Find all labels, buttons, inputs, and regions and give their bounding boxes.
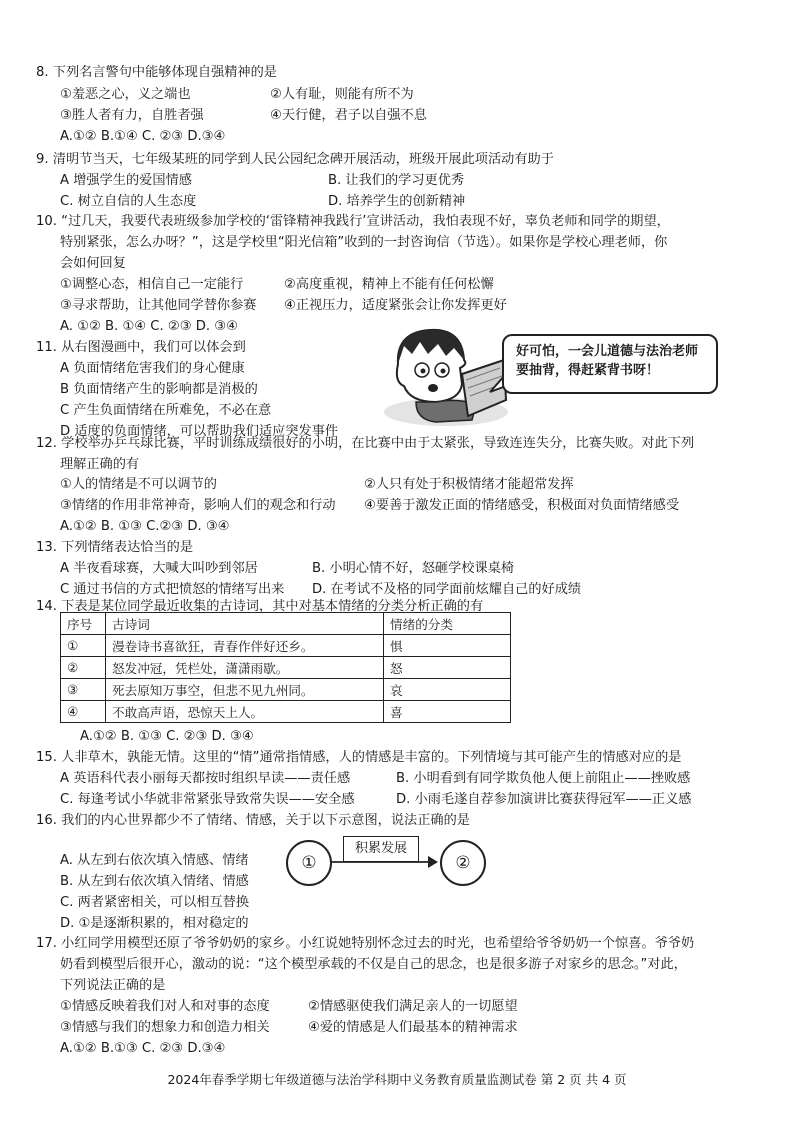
q11-stem: 11. 从右图漫画中，我们可以体会到 <box>36 340 246 355</box>
q9-stem: 9. 清明节当天，七年级某班的同学到人民公园纪念碑开展活动，班级开展此项活动有助于 <box>36 152 554 167</box>
table-cell: 怒发冲冠，凭栏处，潇潇雨歇。 <box>106 657 384 679</box>
q9-choice-a: A 增强学生的爱国情感 <box>60 173 192 188</box>
q12-option-1: ①人的情绪是不可以调节的 <box>60 477 217 492</box>
table-row <box>61 701 511 723</box>
table-header-row <box>61 613 511 635</box>
q17-line-1: 17. 小红同学用模型还原了爷爷奶奶的家乡。小红说她特别怀念过去的时光，也希望给爷爷奶奶一个惊喜。爷爷奶 <box>36 936 695 951</box>
q13-choice-a: A 半夜看球赛，大喊大叫吵到邻居 <box>60 561 258 576</box>
table-cell: 漫卷诗书喜欲狂，青春作伴好还乡。 <box>106 635 384 657</box>
q16-choice-a: A. 从左到右依次填入情感、情绪 <box>60 853 249 868</box>
q13-stem: 13. 下列情绪表达恰当的是 <box>36 540 194 555</box>
q11-choice-d: D 适度的负面情绪，可以帮助我们适应突发事件 <box>60 424 339 439</box>
q14-choices: A.①② B. ①③ C. ②③ D. ③④ <box>80 729 254 744</box>
q10-option-1: ①调整心态，相信自己一定能行 <box>60 277 244 292</box>
q17-choices: A.①② B.①③ C. ②③ D.③④ <box>60 1041 226 1056</box>
q15-stem: 15. 人非草木，孰能无情。这里的“情”通常指情感，人的情感是丰富的。下列情境与其可能产生的情感对应的是 <box>36 750 682 765</box>
q8-choices: A.①② B.①④ C. ②③ D.③④ <box>60 129 226 144</box>
q15-choice-a: A 英语科代表小丽每天都按时组织早读——责任感 <box>60 771 351 786</box>
table-row <box>61 657 511 679</box>
q17-option-2: ②情感驱使我们满足亲人的一切愿望 <box>308 999 518 1014</box>
page-footer: 2024年春季学期七年级道德与法治学科期中义务教育质量监测试卷 第 2 页 共 4 页 <box>167 1072 627 1087</box>
q11-choice-a: A 负面情绪危害我们的身心健康 <box>60 361 245 376</box>
q16-stem: 16. 我们的内心世界都少不了情绪、情感，关于以下示意图，说法正确的是 <box>36 813 470 828</box>
q8-option-2: ②人有耻，则能有所不为 <box>270 87 414 102</box>
q8-option-1: ①羞恶之心，义之端也 <box>60 87 191 102</box>
q15-choice-d: D. 小雨毛遂自荐参加演讲比赛获得冠军——正义感 <box>396 792 692 807</box>
table-cell: 哀 <box>384 679 511 701</box>
table-cell: 喜 <box>384 701 511 723</box>
table-cell: 不敢高声语，恐惊天上人。 <box>106 701 384 723</box>
q8-stem: 8. 下列名言警句中能够体现自强精神的是 <box>36 65 277 80</box>
q12-option-2: ②人只有处于积极情绪才能超常发挥 <box>364 477 574 492</box>
q16-choice-b: B. 从左到右依次填入情绪、情感 <box>60 874 249 889</box>
q10-line-1: 10. “过几天，我要代表班级参加学校的‘雷锋精神我践行’宣讲活动，我怕表现不好，辜负老师和同学的期望， <box>36 214 670 229</box>
q10-choices: A. ①② B. ①④ C. ②③ D. ③④ <box>60 319 238 334</box>
q17-option-1: ①情感反映着我们对人和对事的态度 <box>60 999 270 1014</box>
q17-line-2: 奶看到模型后很开心，激动的说：“这个模型承载的不仅是自己的思念，也是很多游子对家乡的思念。”对此， <box>60 957 687 972</box>
q12-option-3: ③情绪的作用非常神奇，影响人们的观念和行动 <box>60 498 336 513</box>
table-row <box>61 679 511 701</box>
q11-choice-b: B 负面情绪产生的影响都是消极的 <box>60 382 258 397</box>
q10-option-4: ④正视压力，适度紧张会让你发挥更好 <box>284 298 507 313</box>
q16-choice-c: C. 两者紧密相关，可以相互替换 <box>60 895 250 910</box>
q11-choice-c: C 产生负面情绪在所难免，不必在意 <box>60 403 272 418</box>
q17-option-4: ④爱的情感是人们最基本的精神需求 <box>308 1020 518 1035</box>
q12-line-1: 12. 学校举办乒乓球比赛，平时训练成绩很好的小明，在比赛中由于太紧张，导致连连失分，比赛失败。对此下列 <box>36 436 695 451</box>
q8-option-3: ③胜人者有力，自胜者强 <box>60 108 204 123</box>
table-row <box>61 635 511 657</box>
q13-choice-b: B. 小明心情不好，怒砸学校课桌椅 <box>312 561 515 576</box>
table-cell: ② <box>61 657 106 679</box>
q10-option-3: ③寻求帮助，让其他同学替你参赛 <box>60 298 257 313</box>
q9-choice-b: B. 让我们的学习更优秀 <box>328 173 465 188</box>
q9-choice-d: D. 培养学生的创新精神 <box>328 194 466 209</box>
speech-bubble-text: 好可怕，一会儿道德与法治老师要抽背，得赶紧背书呀！ <box>516 344 699 378</box>
q12-line-2: 理解正确的有 <box>60 457 140 472</box>
poem-table <box>60 612 511 723</box>
table-header-cell: 古诗词 <box>106 613 384 635</box>
table-header-cell: 序号 <box>61 613 106 635</box>
q12-option-4: ④要善于激发正面的情绪感受，积极面对负面情绪感受 <box>364 498 680 513</box>
table-cell: ④ <box>61 701 106 723</box>
q12-choices: A.①② B. ①③ C.②③ D. ③④ <box>60 519 230 534</box>
q15-choice-c: C. 每逢考试小华就非常紧张导致常失误——安全感 <box>60 792 355 807</box>
q10-line-3: 会如何回复 <box>60 256 126 271</box>
table-cell: ① <box>61 635 106 657</box>
diagram-circle-2: ② <box>440 840 486 886</box>
q13-choice-c: C 通过书信的方式把愤怒的情绪写出来 <box>60 582 285 597</box>
table-cell: ③ <box>61 679 106 701</box>
q15-choice-b: B. 小明看到有同学欺负他人便上前阻止——挫败感 <box>396 771 691 786</box>
q10-option-2: ②高度重视，精神上不能有任何松懈 <box>284 277 494 292</box>
q17-option-3: ③情感与我们的想象力和创造力相关 <box>60 1020 270 1035</box>
q8-option-4: ④天行健，君子以自强不息 <box>270 108 427 123</box>
q13-choice-d: D. 在考试不及格的同学面前炫耀自己的好成绩 <box>312 582 582 597</box>
diagram-label-box: 积累发展 <box>343 836 419 862</box>
q10-line-2: 特别紧张，怎么办呀？”，这是学校里“阳光信箱”收到的一封咨询信（节选）。如果你是学校心理老师，你 <box>60 235 668 250</box>
q16-choice-d: D. ①是逐渐积累的，相对稳定的 <box>60 916 249 931</box>
diagram-circle-1: ① <box>286 840 332 886</box>
q17-line-3: 下列说法正确的是 <box>60 978 166 993</box>
table-cell: 死去原知万事空，但悲不见九州同。 <box>106 679 384 701</box>
q9-choice-c: C. 树立自信的人生态度 <box>60 194 197 209</box>
q14-stem: 14. 下表是某位同学最近收集的古诗词，其中对基本情绪的分类分析正确的有 <box>36 599 484 614</box>
table-cell: 怒 <box>384 657 511 679</box>
table-cell: 惧 <box>384 635 511 657</box>
table-header-cell: 情绪的分类 <box>384 613 511 635</box>
